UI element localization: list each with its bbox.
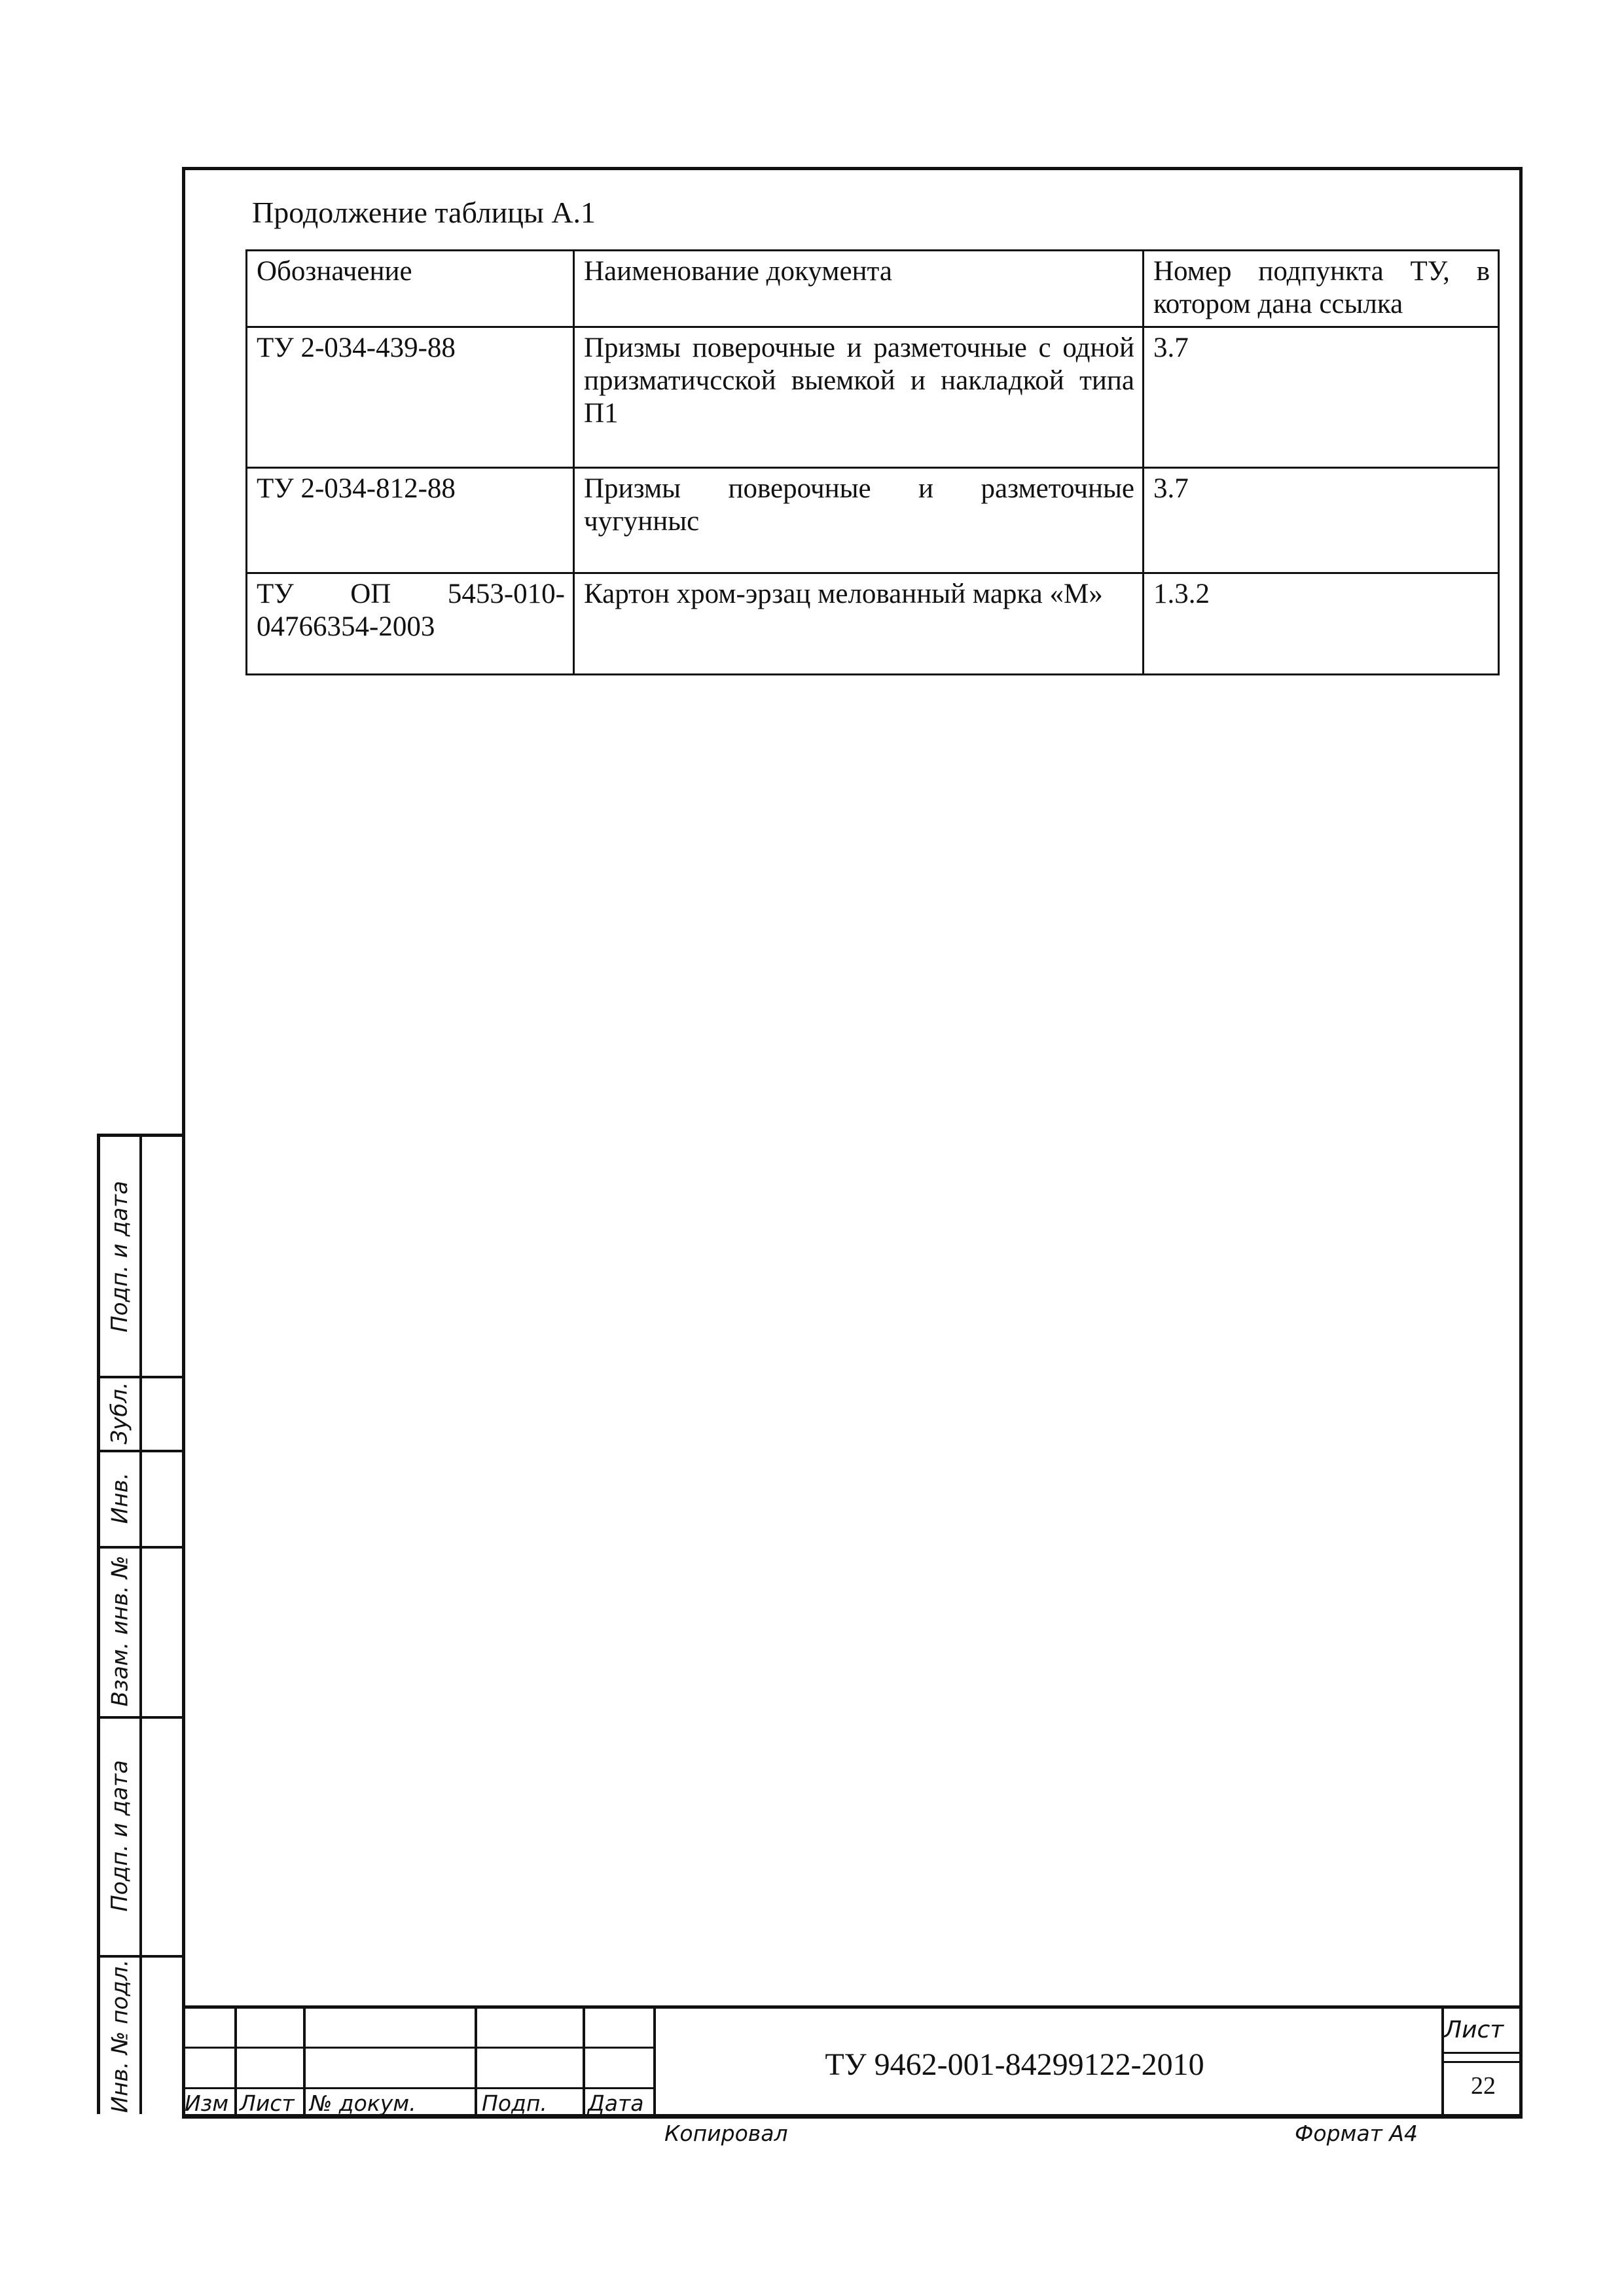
references-table (245, 249, 1500, 675)
cell-designation: ТУ 2-034-439-88 (247, 327, 574, 468)
footer-copied: Копировал (664, 2121, 788, 2146)
title-col-list: Лист (240, 2090, 295, 2116)
side-label-signature-date-2: Подп. и дата (107, 1759, 134, 1912)
title-col-signature: Подп. (482, 2090, 547, 2116)
cell-document-name: Призмы поверочные и разметочные с одной призматичсской выемкой и накладкой типа П1 (574, 327, 1144, 468)
title-block (182, 2005, 1523, 2119)
sheet-label: Лист (1444, 2017, 1504, 2043)
cell-designation: ТУ ОП 5453-010-04766354-2003 (247, 573, 574, 675)
header-document-name: Наименование документа (574, 251, 1144, 327)
title-col-doc-no: № докум. (310, 2090, 416, 2116)
footer-format: Формат А4 (1295, 2121, 1418, 2146)
sheet-number: 22 (1471, 2072, 1496, 2100)
title-block-rule (1441, 2052, 1523, 2054)
side-label-original-inv: Инв. № подл. (107, 1959, 134, 2113)
cell-clause-number: 3.7 (1144, 468, 1499, 573)
title-col-izm: Изм (185, 2090, 229, 2116)
table-row (247, 573, 1499, 675)
title-block-rule (1441, 2061, 1523, 2063)
side-stamp-divider (139, 1137, 142, 2114)
cell-clause-number: 1.3.2 (1144, 573, 1499, 675)
title-block-col-rule (583, 2009, 585, 2119)
side-label-signature-date: Подп. и дата (107, 1180, 134, 1333)
title-block-col-rule (475, 2009, 477, 2119)
document-number: ТУ 9462-001-84299122-2010 (825, 2047, 1204, 2082)
cell-document-name: Призмы поверочные и разметочные чугунныс (574, 468, 1144, 573)
side-label-inv: Инв. (107, 1472, 134, 1524)
table-header-row (247, 251, 1499, 327)
side-stamp (97, 1134, 185, 2114)
table-row (247, 468, 1499, 573)
title-block-col-rule (303, 2009, 306, 2119)
title-col-date: Дата (588, 2090, 644, 2116)
header-clause-number: Номер подпункта ТУ, в котором дана ссылка (1144, 251, 1499, 327)
cell-document-name: Картон хром-эрзац мелованный марка «М» (574, 573, 1144, 675)
side-label-dupl: Зубл. (107, 1381, 133, 1444)
cell-designation: ТУ 2-034-812-88 (247, 468, 574, 573)
table-caption: Продолжение таблицы А.1 (252, 196, 596, 229)
table-row (247, 327, 1499, 468)
side-label-replacement-inv: Взам. инв. № (107, 1555, 134, 1707)
cell-clause-number: 3.7 (1144, 327, 1499, 468)
title-block-col-rule (234, 2009, 237, 2119)
header-designation: Обозначение (247, 251, 574, 327)
